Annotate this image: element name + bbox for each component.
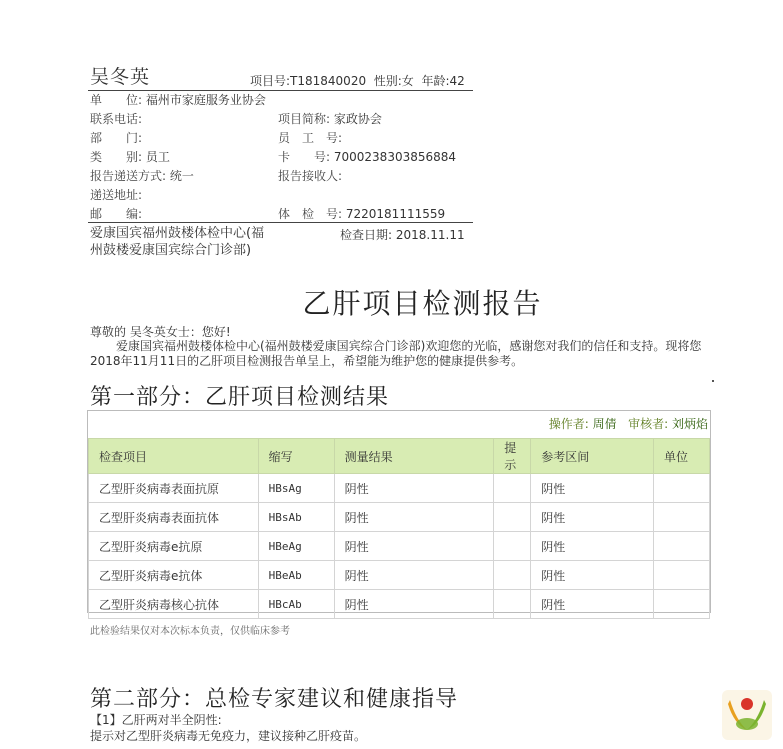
field-label: 报告递送方式: xyxy=(90,169,167,183)
field-label: 员 工 号: xyxy=(278,131,343,145)
field-label: 部 门: xyxy=(90,131,143,145)
cell-item: 乙型肝炎病毒e抗原 xyxy=(89,532,259,561)
cell-unit xyxy=(654,474,710,503)
field-project-short xyxy=(278,112,382,126)
col-header-item: 检查项目 xyxy=(89,439,259,474)
cell-abbr: HBcAb xyxy=(258,590,334,619)
field-label: 联系电话: xyxy=(90,112,143,126)
cell-ref: 阴性 xyxy=(531,532,654,561)
patient-name: 吴冬英 xyxy=(90,66,151,88)
advice-text: 提示对乙型肝炎病毒无免疫力，建议接种乙肝疫苗。 xyxy=(90,729,367,743)
table-row xyxy=(89,561,710,590)
col-header-result: 测量结果 xyxy=(334,439,494,474)
field-label: 卡 号: xyxy=(278,150,331,164)
brand-logo-icon xyxy=(722,690,772,740)
cell-abbr: HBeAg xyxy=(258,532,334,561)
reviewer-label: 审核者: xyxy=(628,417,669,431)
age-label: 年龄: xyxy=(421,74,450,88)
cell-ref: 阴性 xyxy=(531,561,654,590)
field-exam-no xyxy=(278,207,445,221)
check-date xyxy=(340,226,465,243)
table-row xyxy=(89,474,710,503)
table-row xyxy=(89,503,710,532)
check-date-label: 检查日期: xyxy=(340,228,393,242)
cell-result: 阴性 xyxy=(334,474,494,503)
col-header-hint: 提示 xyxy=(494,439,531,474)
divider-bottom xyxy=(88,222,473,223)
field-value: 7000238303856884 xyxy=(333,150,457,164)
results-footnote: 此检验结果仅对本次标本负责，仅供临床参考 xyxy=(90,626,290,637)
clinic-name: 爱康国宾福州鼓楼体检中心(福州鼓楼爱康国宾综合门诊部) xyxy=(90,226,265,258)
operator-name: 周倩 xyxy=(592,417,617,431)
field-postcode xyxy=(90,207,142,221)
field-card-no xyxy=(278,150,456,164)
field-label: 报告接收人: xyxy=(278,169,343,183)
field-category xyxy=(90,150,170,164)
field-label: 邮 编: xyxy=(90,207,143,221)
cell-hint xyxy=(494,503,531,532)
field-label: 递送地址: xyxy=(90,188,143,202)
cell-ref: 阴性 xyxy=(531,590,654,619)
cell-hint xyxy=(494,561,531,590)
stray-dot xyxy=(712,380,714,382)
cell-unit xyxy=(654,532,710,561)
gender: 女 xyxy=(401,74,414,88)
field-employee-no xyxy=(278,131,342,145)
report-title: 乙肝项目检测报告 xyxy=(302,287,543,320)
field-address xyxy=(90,188,142,202)
cell-result: 阴性 xyxy=(334,532,494,561)
field-phone xyxy=(90,112,142,126)
col-header-unit: 单位 xyxy=(654,439,710,474)
cell-abbr: HBsAg xyxy=(258,474,334,503)
table-header-row xyxy=(89,439,710,474)
table-row xyxy=(89,532,710,561)
cell-item: 乙型肝炎病毒e抗体 xyxy=(89,561,259,590)
cell-hint xyxy=(494,532,531,561)
project-no-label: 项目号: xyxy=(250,74,291,88)
field-label: 单 位: xyxy=(90,93,143,107)
field-value: 家政协会 xyxy=(333,112,382,126)
greeting: 尊敬的 吴冬英女士：您好! xyxy=(90,325,231,339)
field-value: 统一 xyxy=(169,169,194,183)
cell-hint xyxy=(494,474,531,503)
cell-item: 乙型肝炎病毒表面抗体 xyxy=(89,503,259,532)
field-unit xyxy=(90,93,266,107)
field-value: 7220181111559 xyxy=(345,207,446,221)
col-header-abbr: 缩写 xyxy=(258,439,334,474)
col-header-ref: 参考区间 xyxy=(531,439,654,474)
gender-label: 性别: xyxy=(373,74,402,88)
cell-unit xyxy=(654,503,710,532)
cell-abbr: HBeAb xyxy=(258,561,334,590)
field-receiver xyxy=(278,169,342,183)
cell-hint xyxy=(494,590,531,619)
cell-unit xyxy=(654,590,710,619)
cell-item: 乙型肝炎病毒表面抗原 xyxy=(89,474,259,503)
results-table xyxy=(88,438,710,619)
advice-heading: 【1】乙肝两对半全阴性: xyxy=(90,713,222,727)
cell-ref: 阴性 xyxy=(531,474,654,503)
field-label: 体 检 号: xyxy=(278,207,343,221)
section2-title: 第二部分：总检专家建议和健康指导 xyxy=(90,687,459,712)
cell-ref: 阴性 xyxy=(531,503,654,532)
intro-paragraph: 爱康国宾福州鼓楼体检中心(福州鼓楼爱康国宾综合门诊部)欢迎您的光临，感谢您对我们的信任和支持。现将您2018年11月11日的乙肝项目检测报告单呈上，希望能为维护您的健康提供参考。 xyxy=(90,339,702,368)
cell-item: 乙型肝炎病毒核心抗体 xyxy=(89,590,259,619)
field-value: 员工 xyxy=(145,150,170,164)
operators-line xyxy=(549,415,708,432)
field-label: 项目简称: xyxy=(278,112,331,126)
reviewer-name: 刘炳焰 xyxy=(671,417,708,431)
field-label: 类 别: xyxy=(90,150,143,164)
field-delivery-method xyxy=(90,169,194,183)
cell-abbr: HBsAb xyxy=(258,503,334,532)
cell-result: 阴性 xyxy=(334,590,494,619)
age: 42 xyxy=(449,74,465,88)
field-value: 福州市家庭服务业协会 xyxy=(145,93,266,107)
section1-title: 第一部分：乙肝项目检测结果 xyxy=(90,385,390,410)
cell-unit xyxy=(654,561,710,590)
results-panel xyxy=(87,410,711,613)
check-date-value: 2018.11.11 xyxy=(395,228,465,242)
divider-top xyxy=(88,90,473,91)
table-row xyxy=(89,590,710,619)
patient-meta xyxy=(250,72,465,89)
field-dept xyxy=(90,131,142,145)
project-no: T181840020 xyxy=(290,74,367,88)
cell-result: 阴性 xyxy=(334,561,494,590)
operator-label: 操作者: xyxy=(548,417,589,431)
cell-result: 阴性 xyxy=(334,503,494,532)
